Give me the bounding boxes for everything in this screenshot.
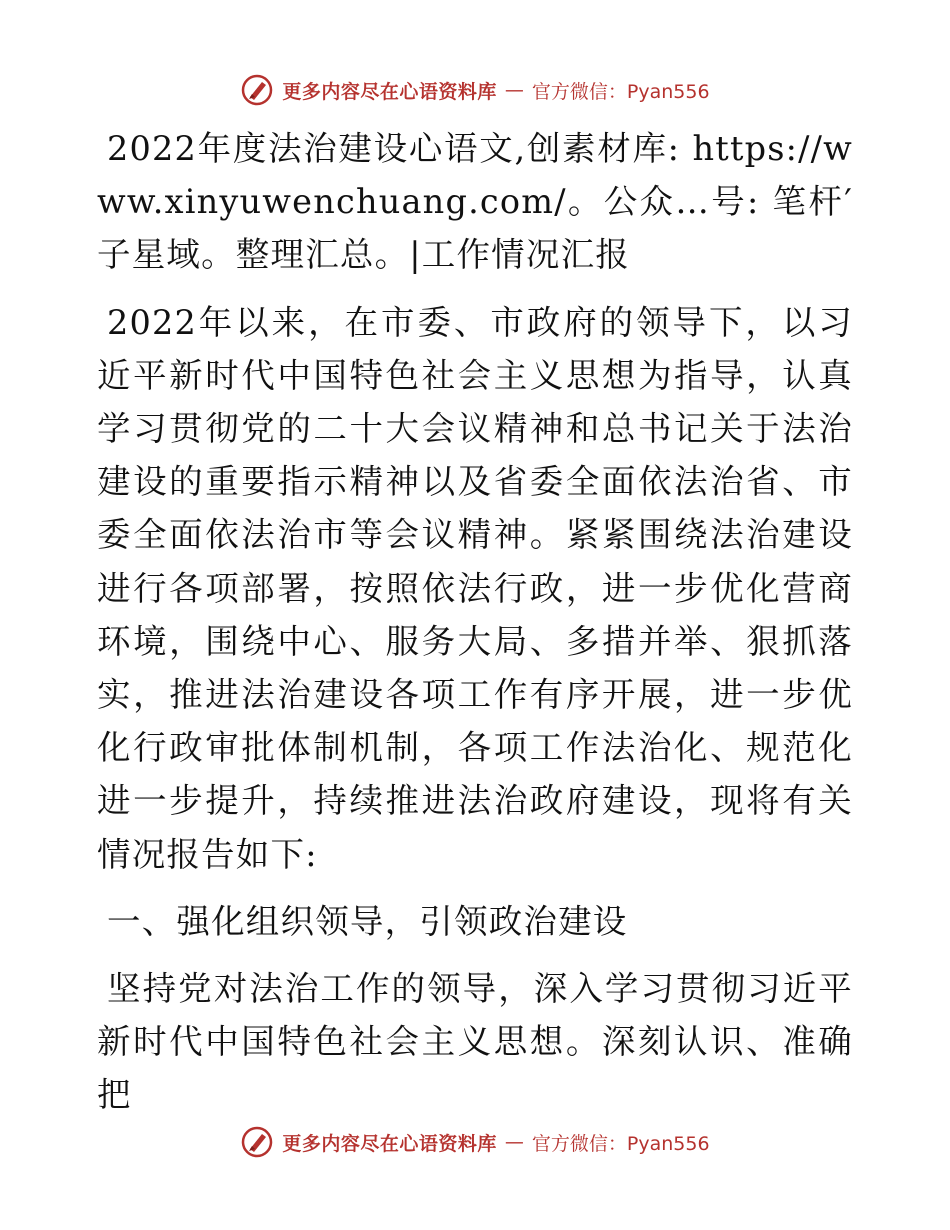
pen-logo-icon bbox=[240, 1125, 274, 1159]
watermark-separator: — bbox=[504, 79, 524, 101]
watermark-contact: 官方微信：Pyan556 bbox=[531, 1132, 710, 1155]
header-watermark bbox=[0, 70, 950, 110]
title-paragraph: 2022年度法治建设心语文,创素材库: https://www.xinyuwenchuang.com/。公众…号: 笔杆′子星域。整理汇总。|工作情况汇报 bbox=[97, 129, 853, 275]
watermark-text: 更多内容尽在心语资料库 bbox=[282, 80, 497, 103]
watermark-text: 更多内容尽在心语资料库 bbox=[282, 1132, 497, 1155]
watermark-separator: — bbox=[504, 1131, 524, 1153]
document-body bbox=[97, 122, 853, 1136]
pen-logo-icon bbox=[240, 73, 274, 107]
watermark-contact: 官方微信：Pyan556 bbox=[531, 80, 710, 103]
section-heading: 一、强化组织领导，引领政治建设 bbox=[107, 901, 628, 941]
intro-paragraph: 2022年以来，在市委、市政府的领导下，以习近平新时代中国特色社会主义思想为指导，认真学习贯彻党的二十大会议精神和总书记关于法治建设的重要指示精神以及省委全面依法治省、市委全面依法治市等会议精神。紧紧围绕法治建设进行各项部署，按照依法行政，进一步优化营商环境，围绕中心、服务大局、多措并举、狠抓落实，推进法治建设各项工作有序开展，进一步优化行政审批体制机制，各项工作法治化、规范化进一步提升，持续推进法治政府建设，现将有关情况报告如下: bbox=[97, 302, 853, 874]
section-paragraph: 坚持党对法治工作的领导，深入学习贯彻习近平新时代中国特色社会主义思想。深刻认识、准确把 bbox=[97, 969, 853, 1115]
footer-watermark bbox=[0, 1122, 950, 1162]
